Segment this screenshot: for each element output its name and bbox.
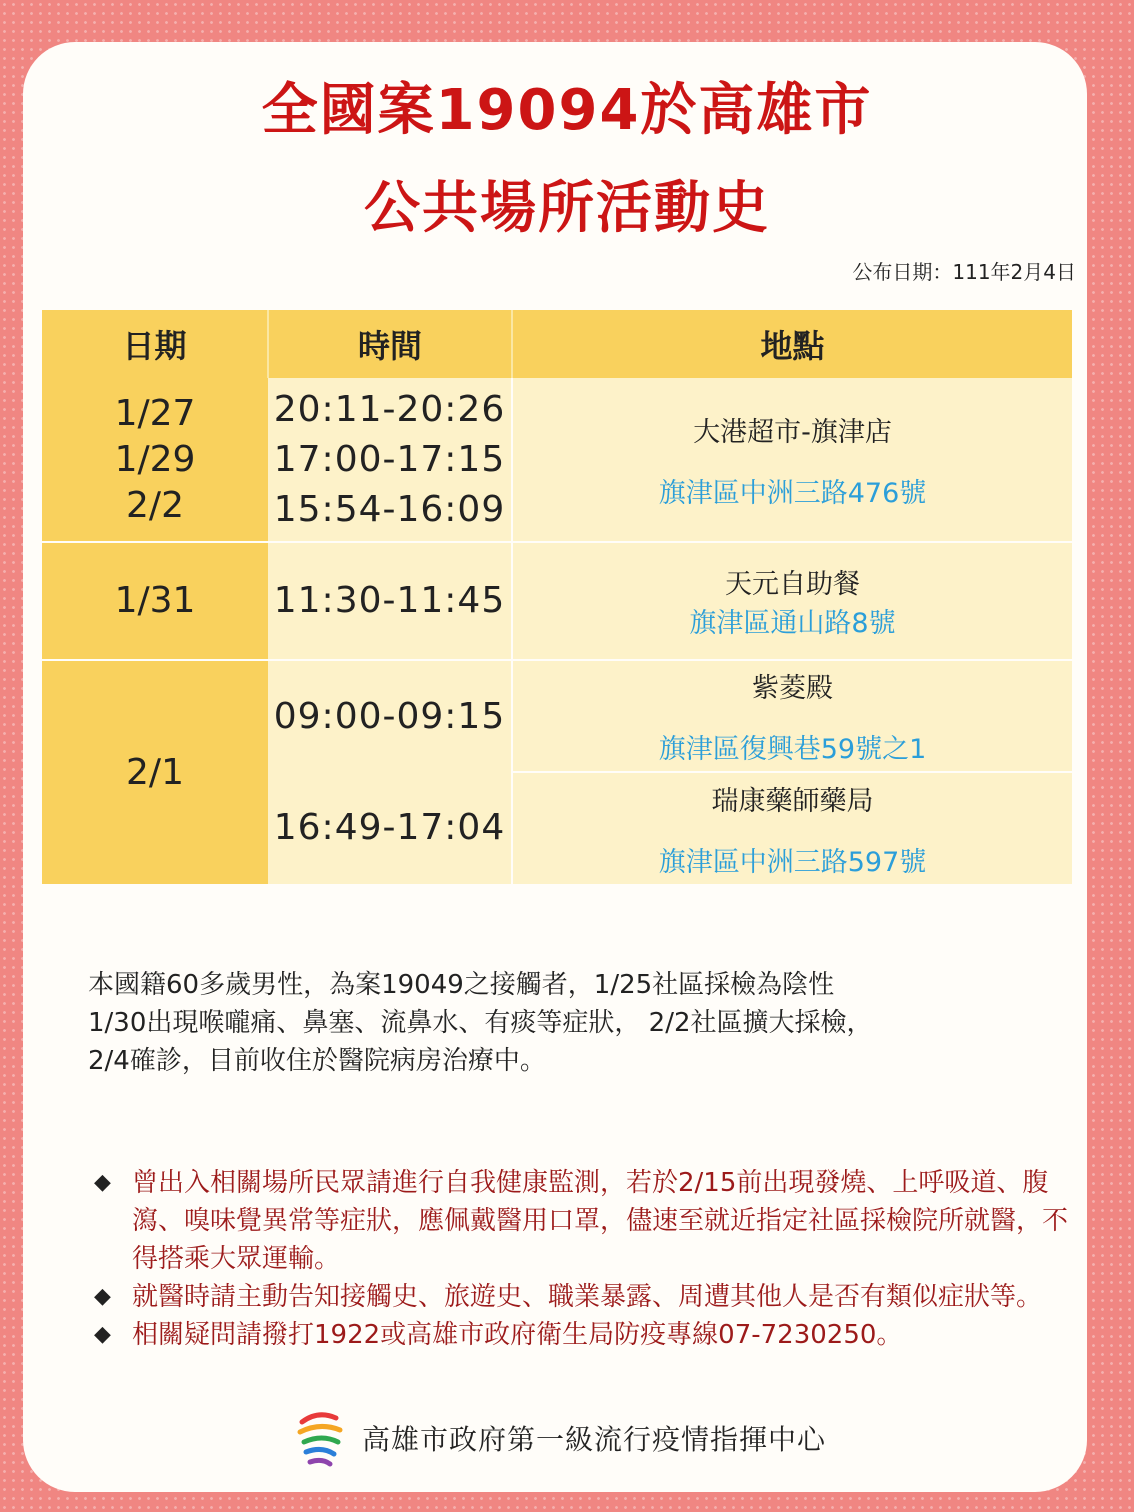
diamond-bullet-icon: ◆ xyxy=(94,1284,111,1309)
time-value: 16:49-17:04 xyxy=(273,807,506,848)
footer-text: 高雄市政府第一級流行疫情指揮中心 xyxy=(362,1423,827,1456)
place-name: 大港超市-旗津店 xyxy=(693,416,892,448)
date-value: 1/27 xyxy=(114,392,196,434)
diamond-bullet-icon: ◆ xyxy=(94,1322,111,1347)
time-cell xyxy=(268,660,512,772)
time-value: 09:00-09:15 xyxy=(273,695,506,737)
location-cell xyxy=(512,660,1072,772)
footer xyxy=(292,1408,826,1468)
time-cell xyxy=(268,772,512,884)
location-cell xyxy=(512,378,1072,542)
header-time: 時間 xyxy=(268,310,512,378)
list-item xyxy=(94,1316,1074,1354)
date-value: 1/31 xyxy=(114,580,196,621)
date-cell xyxy=(42,660,268,884)
place-name: 瑞康藥師藥局 xyxy=(711,785,874,817)
header-date: 日期 xyxy=(42,310,268,378)
location-cell xyxy=(512,542,1072,660)
date-value: 2/2 xyxy=(126,484,184,526)
time-cell xyxy=(268,378,512,542)
kaohsiung-city-logo-icon xyxy=(292,1408,348,1468)
list-item xyxy=(94,1278,1074,1316)
table-header-row xyxy=(42,310,1072,378)
time-value: 11:30-11:45 xyxy=(273,580,506,621)
place-address: 旗津區中洲三路476號 xyxy=(658,477,927,509)
date-value: 2/1 xyxy=(126,751,184,793)
advisory-list xyxy=(94,1164,1074,1354)
table-row xyxy=(42,660,1072,772)
description-line: 本國籍60多歲男性，為案19049之接觸者，1/25社區採檢為陰性 xyxy=(88,970,835,1000)
title-line-2: 公共場所活動史 xyxy=(364,176,770,241)
case-description xyxy=(88,966,1068,1080)
place-address: 旗津區復興巷59號之1 xyxy=(658,734,927,765)
date-cell xyxy=(42,542,268,660)
place-name: 天元自助餐 xyxy=(725,569,860,600)
date-cell xyxy=(42,378,268,542)
advisory-text: 曾出入相關場所民眾請進行自我健康監測，若於2/15前出現發燒、上呼吸道、腹瀉、嗅味覺異常等症狀，應佩戴醫用口罩，儘速至就近指定社區採檢院所就醫，不得搭乘大眾運輸。 xyxy=(132,1168,1069,1274)
date-value: 1/29 xyxy=(114,438,196,480)
header-location: 地點 xyxy=(512,310,1072,378)
activity-table xyxy=(42,310,1072,884)
location-cell xyxy=(512,772,1072,884)
place-name: 紫菱殿 xyxy=(752,673,833,704)
description-line: 2/4確診，目前收住於醫院病房治療中。 xyxy=(88,1046,546,1076)
description-line: 1/30出現喉嚨痛、鼻塞、流鼻水、有痰等症狀， 2/2社區擴大採檢， xyxy=(88,1008,873,1038)
time-value: 17:00-17:15 xyxy=(273,438,506,480)
diamond-bullet-icon: ◆ xyxy=(94,1170,111,1195)
advisory-text: 相關疑問請撥打1922或高雄市政府衛生局防疫專線07-7230250。 xyxy=(132,1320,903,1350)
time-cell xyxy=(268,542,512,660)
time-value: 20:11-20:26 xyxy=(273,388,506,430)
time-value: 15:54-16:09 xyxy=(273,488,506,530)
place-address: 旗津區中洲三路597號 xyxy=(658,846,927,878)
table-row xyxy=(42,378,1072,542)
list-item xyxy=(94,1164,1074,1278)
publish-date: 公布日期：111年2月4日 xyxy=(852,260,1076,284)
advisory-text: 就醫時請主動告知接觸史、旅遊史、職業暴露、周遭其他人是否有類似症狀等。 xyxy=(132,1282,1043,1312)
title-line-1: 全國案19094於高雄市 xyxy=(261,78,873,143)
table-row xyxy=(42,542,1072,660)
place-address: 旗津區通山路8號 xyxy=(689,608,896,639)
